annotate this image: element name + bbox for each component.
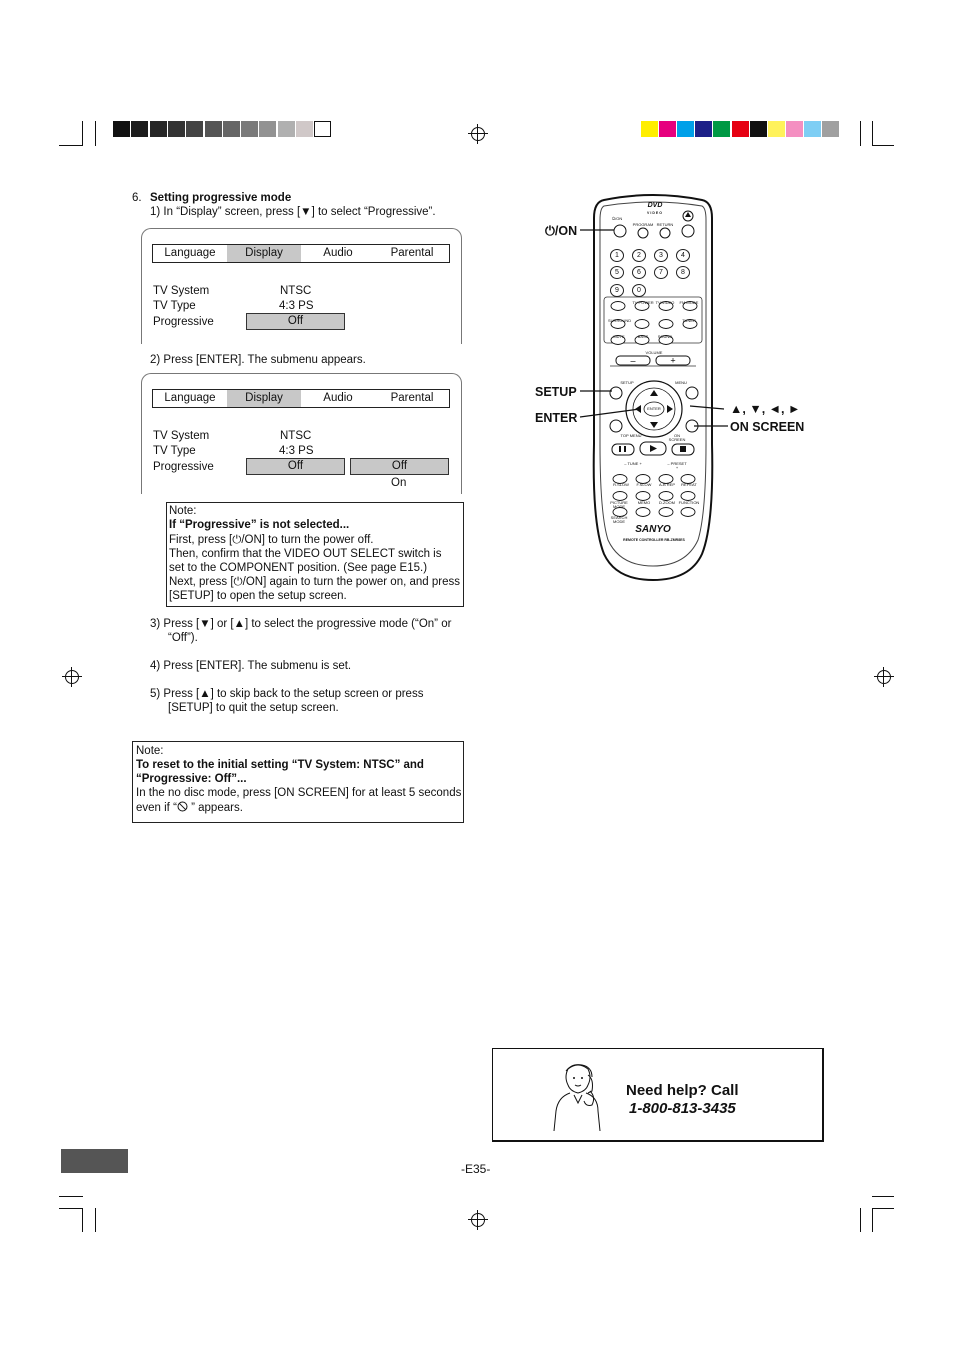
menu-key-label: MENU — [675, 380, 687, 385]
color-swatch — [732, 121, 749, 137]
digit-button[interactable]: 7 — [654, 266, 668, 279]
woman-on-phone-illustration — [550, 1061, 606, 1133]
gray-swatch — [205, 121, 222, 137]
color-swatch — [768, 121, 785, 137]
color-swatch — [659, 121, 676, 137]
a-b-rep-label: A-B REP — [658, 482, 675, 487]
svg-text:–: – — [630, 355, 636, 366]
callout-setup: SETUP — [535, 385, 577, 399]
tv-video-label: TV/VIDEO — [655, 300, 675, 305]
setup-screen-display — [141, 228, 462, 344]
tune-label: – TUNE + — [624, 461, 642, 466]
digit-button[interactable]: 3 — [654, 249, 668, 262]
note-line: In the no disc mode, press [ON SCREEN] for at least 5 seconds — [136, 787, 462, 799]
r-slow-label: R.SLOW — [613, 482, 629, 487]
instruction-5-cont: [SETUP] to quit the setup screen. — [168, 702, 339, 714]
function-label: FUNCTION — [678, 500, 700, 505]
fm-mode-label: FM MODE — [679, 300, 699, 305]
row-label-tv-system: TV System — [153, 285, 210, 297]
note-line: First, press [⏻/ON] to turn the power off. — [169, 534, 374, 546]
gray-swatch — [278, 121, 295, 137]
note-line-prohibit — [136, 801, 243, 815]
tv-power-label: TV POWER — [632, 300, 654, 305]
tab-language[interactable]: Language — [164, 392, 216, 404]
remote-button — [611, 302, 625, 311]
progressive-value-selected[interactable]: Off — [246, 313, 345, 330]
step-title: Setting progressive mode — [150, 192, 292, 204]
bass-label: BASS — [637, 334, 649, 339]
instruction-4: 4) Press [ENTER]. The submenu is set. — [150, 660, 352, 672]
note-label: Note: — [136, 745, 164, 757]
mute-label: MUTE — [613, 334, 625, 339]
digit-button[interactable]: 5 — [610, 266, 624, 279]
gray-swatch — [113, 121, 130, 137]
submenu-option-on[interactable]: On — [391, 477, 407, 489]
gray-swatch — [223, 121, 240, 137]
row-label-progressive: Progressive — [153, 461, 214, 473]
dvd-logo: DVD VIDEO — [647, 202, 663, 215]
note-heading: To reset to the initial setting “TV System: NTSC” and — [136, 759, 424, 771]
volume-label: VOLUME — [645, 350, 663, 355]
note-box — [166, 502, 464, 607]
top-menu-label: TOP MENU — [620, 433, 642, 438]
registration-mark — [471, 1213, 485, 1227]
digit-button[interactable]: 0 — [632, 284, 646, 297]
callout-power: ⏻/ON — [545, 224, 578, 238]
remote-control-illustration — [590, 194, 716, 582]
remote-brand: SANYO — [635, 524, 671, 535]
color-swatch — [695, 121, 712, 137]
remote-button — [659, 508, 673, 517]
gray-swatch — [259, 121, 276, 137]
section-tab — [61, 1149, 128, 1173]
tab-parental[interactable]: Parental — [390, 392, 434, 404]
digit-button[interactable]: 2 — [632, 249, 646, 262]
setup-key-label: SETUP — [620, 380, 634, 385]
gray-swatch — [296, 121, 313, 137]
program-label: PROGRAM — [632, 222, 654, 227]
callout-arrows: ▲, ▼, ◄, ► — [730, 402, 801, 416]
prohibit-icon — [177, 801, 188, 812]
note-line: set to the COMPONENT position. (See page E15.) — [169, 562, 428, 574]
tab-audio[interactable]: Audio — [323, 392, 353, 404]
note-text: ” appears. — [187, 802, 243, 814]
gray-swatch — [131, 121, 148, 137]
svg-text:+: + — [670, 355, 676, 366]
digit-button[interactable]: 9 — [610, 284, 624, 297]
enter-key-label: ENTER — [647, 406, 661, 411]
instruction-2: 2) Press [ENTER]. The submenu appears. — [150, 354, 366, 366]
note-heading-cont: “Progressive: Off”... — [136, 773, 247, 785]
instruction-3: 3) Press [▼] or [▲] to select the progressive mode (“On” or — [150, 618, 452, 630]
registration-mark — [65, 670, 79, 684]
search-mode-label: SEARCH MODE — [610, 515, 628, 524]
step-number: 6. — [132, 192, 142, 204]
color-swatch — [677, 121, 694, 137]
color-swatch — [786, 121, 803, 137]
remote-button — [635, 320, 649, 329]
instruction-3-cont: “Off”). — [168, 632, 198, 644]
repeat-label: REPEAT — [681, 482, 697, 487]
remote-button — [636, 508, 650, 517]
tab-audio[interactable]: Audio — [323, 247, 353, 259]
note-line: Next, press [⏻/ON] again to turn the power on, and press — [169, 576, 460, 588]
progressive-value-selected[interactable]: Off — [246, 458, 345, 475]
color-swatch — [822, 121, 839, 137]
remote-button — [659, 320, 673, 329]
note-heading: If “Progressive” is not selected... — [169, 519, 350, 531]
setup-tabs — [152, 389, 450, 408]
f-slow-label: F.SLOW — [636, 482, 652, 487]
sound-label: SOUND — [657, 334, 673, 339]
registration-mark — [877, 670, 891, 684]
tab-language[interactable]: Language — [164, 247, 216, 259]
setup-tabs — [152, 244, 450, 263]
row-label-tv-type: TV Type — [153, 445, 196, 457]
gray-swatch — [168, 121, 185, 137]
digit-button[interactable]: 8 — [676, 266, 690, 279]
digit-button[interactable]: 1 — [610, 249, 624, 262]
color-swatch — [804, 121, 821, 137]
tab-parental[interactable]: Parental — [390, 247, 434, 259]
on-screen-key-label: ON SCREEN — [668, 433, 686, 442]
note-line: Then, confirm that the VIDEO OUT SELECT switch is — [169, 548, 442, 560]
row-label-tv-system: TV System — [153, 430, 210, 442]
gray-swatch — [186, 121, 203, 137]
row-value-tv-system: NTSC — [280, 430, 312, 442]
return-label: RETURN — [656, 222, 674, 227]
callout-enter: ENTER — [535, 411, 578, 425]
gray-swatch — [150, 121, 167, 137]
row-value-tv-system: NTSC — [280, 285, 312, 297]
digit-button[interactable]: 4 — [676, 249, 690, 262]
tuner-label: TUNER — [682, 318, 696, 323]
setup-screen-submenu — [141, 373, 462, 494]
remote-button — [681, 508, 695, 517]
tab-display[interactable]: Display — [227, 245, 301, 262]
instruction-1: 1) In “Display” screen, press [▼] to select “Progressive”. — [150, 206, 436, 218]
tab-display[interactable]: Display — [227, 390, 301, 407]
instruction-5: 5) Press [▲] to skip back to the setup screen or press — [150, 688, 424, 700]
d-zoom-label: D.ZOOM — [659, 500, 675, 505]
help-box — [492, 1048, 824, 1142]
color-swatch — [713, 121, 730, 137]
gray-swatch — [314, 121, 331, 137]
registration-mark — [471, 127, 485, 141]
digit-button[interactable]: 6 — [632, 266, 646, 279]
row-value-tv-type: 4:3 PS — [279, 300, 314, 312]
row-value-tv-type: 4:3 PS — [279, 445, 314, 457]
surround-label: SURROUND — [608, 318, 632, 323]
page-number: -E35- — [461, 1162, 491, 1176]
picture-mode-label: PICTURE MODE — [610, 500, 628, 509]
help-text: Need help? Call — [626, 1082, 739, 1099]
note-label: Note: — [169, 505, 197, 517]
reset-note-box — [132, 741, 464, 823]
color-swatch — [750, 121, 767, 137]
note-line: [SETUP] to open the setup screen. — [169, 590, 347, 602]
row-label-progressive: Progressive — [153, 316, 214, 328]
preset-label: – PRESET + — [667, 461, 687, 470]
remote-model: REMOTE CONTROLLER RB-ZMR8ES — [623, 538, 685, 542]
gray-swatch — [241, 121, 258, 137]
submenu-option-off[interactable]: Off — [350, 458, 449, 475]
help-phone: 1-800-813-3435 — [629, 1100, 736, 1117]
note-text: even if “ — [136, 802, 177, 814]
callout-on-screen: ON SCREEN — [730, 420, 805, 434]
power-label: ⏻/ON — [612, 216, 623, 221]
row-label-tv-type: TV Type — [153, 300, 196, 312]
memo-label: MEMO — [637, 500, 651, 505]
color-swatch — [641, 121, 658, 137]
